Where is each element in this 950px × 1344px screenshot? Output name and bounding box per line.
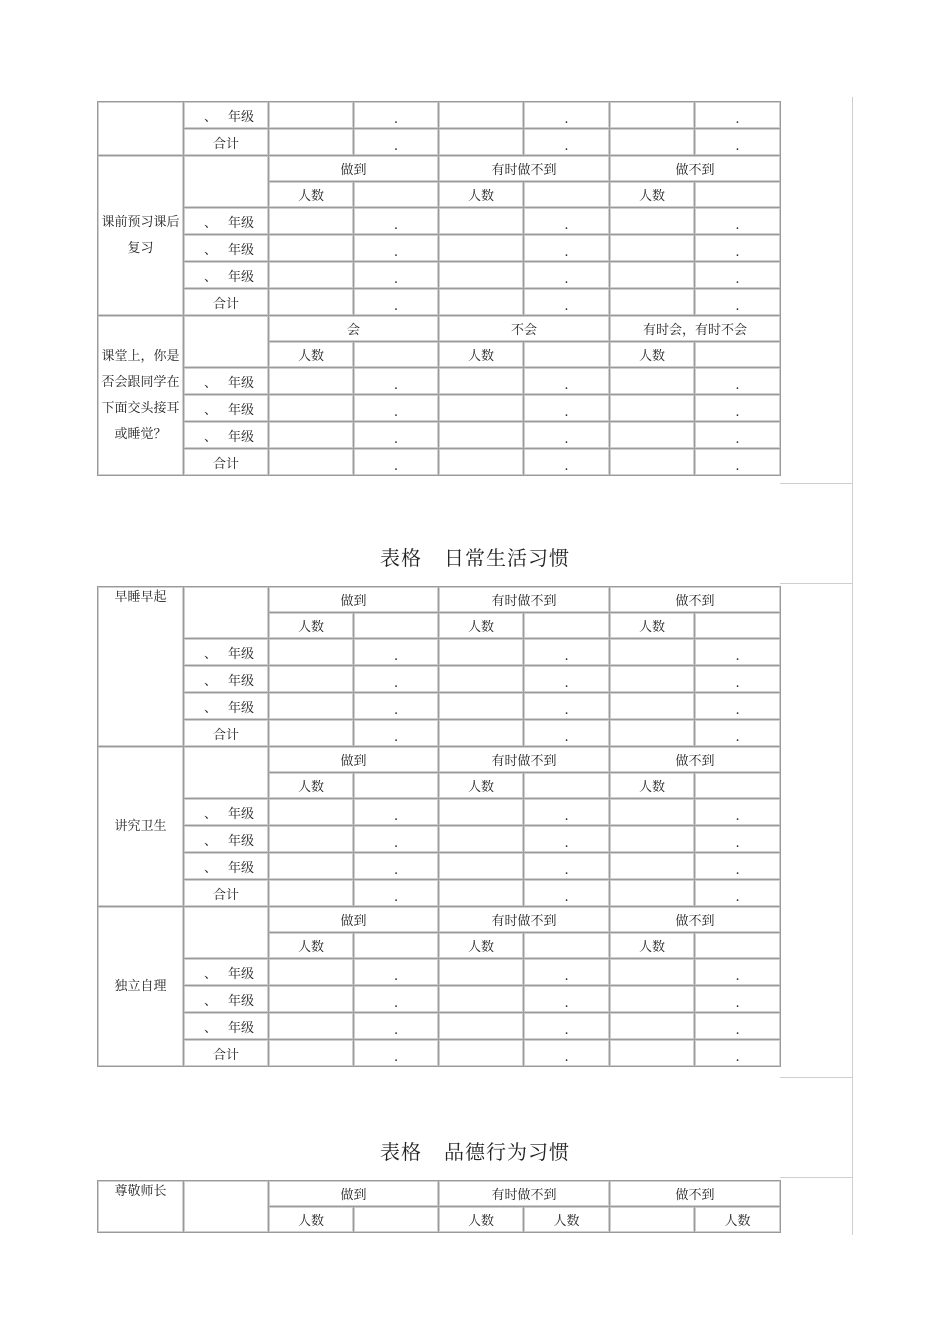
table-row bbox=[98, 102, 781, 129]
grade-label: 、 年级 bbox=[184, 368, 269, 395]
decimal-point: . bbox=[354, 1013, 439, 1040]
count-header: 人数 bbox=[439, 342, 524, 368]
table-row bbox=[98, 880, 781, 907]
grade-label: 、 年级 bbox=[184, 799, 269, 826]
table-row bbox=[98, 395, 781, 422]
decimal-point: . bbox=[354, 102, 439, 129]
option-header: 做到 bbox=[269, 156, 439, 182]
decimal-point: . bbox=[524, 449, 610, 476]
table-cell bbox=[269, 208, 354, 235]
grade-label: 、 年级 bbox=[184, 208, 269, 235]
option-header: 有时做不到 bbox=[439, 587, 610, 613]
table-row bbox=[98, 747, 781, 773]
decimal-point: . bbox=[354, 235, 439, 262]
table-cell bbox=[610, 826, 695, 853]
decimal-point: . bbox=[524, 262, 610, 289]
table-row bbox=[98, 720, 781, 747]
decimal-point: . bbox=[695, 1040, 781, 1067]
table-cell bbox=[184, 1181, 269, 1233]
grade-label: 、 年级 bbox=[184, 235, 269, 262]
table-cell bbox=[524, 773, 610, 799]
table-cell bbox=[695, 182, 781, 208]
table-cell bbox=[610, 720, 695, 747]
table-row bbox=[98, 235, 781, 262]
decimal-point: . bbox=[524, 986, 610, 1013]
table-cell bbox=[184, 907, 269, 959]
count-header: 人数 bbox=[269, 933, 354, 959]
table-cell bbox=[269, 1040, 354, 1067]
decimal-point: . bbox=[524, 235, 610, 262]
table-cell bbox=[439, 102, 524, 129]
decimal-point: . bbox=[524, 639, 610, 666]
table-cell bbox=[184, 747, 269, 799]
decimal-point: . bbox=[695, 693, 781, 720]
table-cell bbox=[610, 693, 695, 720]
option-header: 不会 bbox=[439, 316, 610, 342]
decimal-point: . bbox=[695, 880, 781, 907]
grade-label: 、 年级 bbox=[184, 639, 269, 666]
decimal-point: . bbox=[354, 368, 439, 395]
decimal-point: . bbox=[695, 666, 781, 693]
total-label: 合计 bbox=[184, 449, 269, 476]
decimal-point: . bbox=[524, 102, 610, 129]
table-cell bbox=[524, 933, 610, 959]
table-cell bbox=[354, 933, 439, 959]
table-cell bbox=[439, 693, 524, 720]
section-title: 表格 日常生活习惯 bbox=[380, 546, 570, 570]
table-cell bbox=[610, 395, 695, 422]
decimal-point: . bbox=[524, 720, 610, 747]
category-cell: 课前预习课后复习 bbox=[98, 156, 184, 316]
table-row bbox=[98, 422, 781, 449]
count-header: 人数 bbox=[439, 933, 524, 959]
table-cell bbox=[354, 773, 439, 799]
table-row bbox=[98, 262, 781, 289]
table-cell bbox=[610, 235, 695, 262]
table-row bbox=[98, 639, 781, 666]
category-cell: 课堂上，你是否会跟同学在下面交头接耳或睡觉？ bbox=[98, 316, 184, 476]
count-header: 人数 bbox=[524, 1207, 610, 1233]
table-cell bbox=[269, 449, 354, 476]
grade-label: 、 年级 bbox=[184, 1013, 269, 1040]
decimal-point: . bbox=[354, 799, 439, 826]
decimal-point: . bbox=[695, 853, 781, 880]
decimal-point: . bbox=[354, 826, 439, 853]
table-cell bbox=[439, 1013, 524, 1040]
table-cell bbox=[439, 880, 524, 907]
decimal-point: . bbox=[524, 129, 610, 156]
section-title: 表格 品德行为习惯 bbox=[380, 1140, 570, 1164]
page-edge-line bbox=[780, 483, 853, 484]
decimal-point: . bbox=[524, 880, 610, 907]
decimal-point: . bbox=[354, 208, 439, 235]
decimal-point: . bbox=[524, 1040, 610, 1067]
table-cell bbox=[269, 368, 354, 395]
decimal-point: . bbox=[695, 1013, 781, 1040]
decimal-point: . bbox=[695, 395, 781, 422]
page-edge-line bbox=[780, 1077, 853, 1078]
table-row bbox=[98, 449, 781, 476]
option-header: 有时做不到 bbox=[439, 907, 610, 933]
total-label: 合计 bbox=[184, 720, 269, 747]
category-cell: 独立自理 bbox=[98, 907, 184, 1067]
table-cell bbox=[610, 1207, 695, 1233]
table-cell bbox=[269, 1013, 354, 1040]
table-cell bbox=[439, 368, 524, 395]
table-cell bbox=[184, 316, 269, 368]
category-cell bbox=[98, 102, 184, 156]
table-cell bbox=[439, 235, 524, 262]
decimal-point: . bbox=[524, 422, 610, 449]
category-cell: 早睡早起 bbox=[98, 587, 184, 747]
category-cell: 尊敬师长 bbox=[98, 1181, 184, 1233]
page-edge-line bbox=[852, 97, 853, 1235]
table-cell bbox=[269, 639, 354, 666]
option-header: 有时做不到 bbox=[439, 156, 610, 182]
table-cell bbox=[439, 449, 524, 476]
decimal-point: . bbox=[354, 129, 439, 156]
table-cell bbox=[610, 853, 695, 880]
option-header: 做不到 bbox=[610, 747, 781, 773]
table-row bbox=[98, 1040, 781, 1067]
table-cell bbox=[524, 613, 610, 639]
decimal-point: . bbox=[354, 880, 439, 907]
table-cell bbox=[269, 235, 354, 262]
table-cell bbox=[439, 799, 524, 826]
table-cell bbox=[439, 986, 524, 1013]
table-cell bbox=[269, 799, 354, 826]
option-header: 有时做不到 bbox=[439, 1181, 610, 1207]
count-header: 人数 bbox=[610, 613, 695, 639]
table-cell bbox=[269, 693, 354, 720]
table-cell bbox=[610, 666, 695, 693]
table-cell bbox=[439, 129, 524, 156]
table-cell bbox=[610, 1040, 695, 1067]
table-cell bbox=[610, 422, 695, 449]
decimal-point: . bbox=[695, 368, 781, 395]
table-row bbox=[98, 826, 781, 853]
decimal-point: . bbox=[524, 1013, 610, 1040]
table-row bbox=[98, 289, 781, 316]
table-cell bbox=[695, 342, 781, 368]
count-header: 人数 bbox=[610, 182, 695, 208]
count-header: 人数 bbox=[610, 773, 695, 799]
table-row bbox=[98, 853, 781, 880]
count-header: 人数 bbox=[610, 342, 695, 368]
decimal-point: . bbox=[354, 959, 439, 986]
table-cell bbox=[610, 799, 695, 826]
decimal-point: . bbox=[524, 666, 610, 693]
table-row bbox=[98, 799, 781, 826]
table-cell bbox=[269, 826, 354, 853]
count-header: 人数 bbox=[439, 1207, 524, 1233]
decimal-point: . bbox=[695, 262, 781, 289]
table-row bbox=[98, 129, 781, 156]
decimal-point: . bbox=[354, 1040, 439, 1067]
option-header: 做不到 bbox=[610, 587, 781, 613]
table-cell bbox=[269, 720, 354, 747]
decimal-point: . bbox=[524, 395, 610, 422]
total-label: 合计 bbox=[184, 289, 269, 316]
table-cell bbox=[439, 395, 524, 422]
page-edge-line bbox=[780, 1177, 853, 1178]
decimal-point: . bbox=[524, 368, 610, 395]
table-cell bbox=[610, 880, 695, 907]
table-cell bbox=[610, 208, 695, 235]
table-row bbox=[98, 316, 781, 342]
decimal-point: . bbox=[354, 289, 439, 316]
table-cell bbox=[610, 102, 695, 129]
decimal-point: . bbox=[524, 208, 610, 235]
count-header: 人数 bbox=[269, 342, 354, 368]
decimal-point: . bbox=[354, 395, 439, 422]
decimal-point: . bbox=[695, 129, 781, 156]
decimal-point: . bbox=[695, 422, 781, 449]
total-label: 合计 bbox=[184, 880, 269, 907]
moral-habits-table bbox=[97, 1180, 781, 1233]
table-row bbox=[98, 1013, 781, 1040]
decimal-point: . bbox=[695, 235, 781, 262]
decimal-point: . bbox=[695, 639, 781, 666]
grade-label: 、 年级 bbox=[184, 693, 269, 720]
decimal-point: . bbox=[354, 666, 439, 693]
decimal-point: . bbox=[354, 693, 439, 720]
table-cell bbox=[269, 422, 354, 449]
decimal-point: . bbox=[354, 422, 439, 449]
table-cell bbox=[354, 182, 439, 208]
decimal-point: . bbox=[695, 449, 781, 476]
table-cell bbox=[610, 262, 695, 289]
table-cell bbox=[524, 182, 610, 208]
option-header: 做到 bbox=[269, 587, 439, 613]
table-cell bbox=[269, 853, 354, 880]
table-row bbox=[98, 959, 781, 986]
option-header: 做到 bbox=[269, 747, 439, 773]
table-cell bbox=[269, 129, 354, 156]
decimal-point: . bbox=[695, 826, 781, 853]
table-cell bbox=[439, 959, 524, 986]
decimal-point: . bbox=[354, 639, 439, 666]
table-cell bbox=[439, 289, 524, 316]
table-cell bbox=[439, 639, 524, 666]
table-cell bbox=[695, 613, 781, 639]
grade-label: 、 年级 bbox=[184, 853, 269, 880]
total-label: 合计 bbox=[184, 1040, 269, 1067]
decimal-point: . bbox=[524, 826, 610, 853]
table-cell bbox=[269, 666, 354, 693]
decimal-point: . bbox=[524, 799, 610, 826]
grade-label: 、 年级 bbox=[184, 666, 269, 693]
table-cell bbox=[354, 1207, 439, 1233]
table-row bbox=[98, 587, 781, 613]
grade-label: 、 年级 bbox=[184, 826, 269, 853]
table-cell bbox=[610, 289, 695, 316]
table-row bbox=[98, 1181, 781, 1207]
table-cell bbox=[269, 395, 354, 422]
table-cell bbox=[269, 102, 354, 129]
table-cell bbox=[610, 959, 695, 986]
option-header: 做不到 bbox=[610, 907, 781, 933]
count-header: 人数 bbox=[269, 773, 354, 799]
decimal-point: . bbox=[524, 289, 610, 316]
table-cell bbox=[184, 156, 269, 208]
table-row bbox=[98, 986, 781, 1013]
table-cell bbox=[439, 666, 524, 693]
table-row bbox=[98, 368, 781, 395]
count-header: 人数 bbox=[269, 1207, 354, 1233]
decimal-point: . bbox=[524, 693, 610, 720]
daily-habits-table bbox=[97, 586, 781, 1067]
count-header: 人数 bbox=[610, 933, 695, 959]
table-cell bbox=[439, 208, 524, 235]
table-cell bbox=[439, 262, 524, 289]
grade-label: 、 年级 bbox=[184, 102, 269, 129]
table-cell bbox=[269, 289, 354, 316]
count-header: 人数 bbox=[439, 182, 524, 208]
option-header: 做不到 bbox=[610, 1181, 781, 1207]
table-cell bbox=[269, 262, 354, 289]
table-cell bbox=[610, 129, 695, 156]
table-cell bbox=[269, 959, 354, 986]
table-cell bbox=[354, 613, 439, 639]
table-cell bbox=[610, 449, 695, 476]
table-row bbox=[98, 208, 781, 235]
decimal-point: . bbox=[695, 799, 781, 826]
decimal-point: . bbox=[695, 208, 781, 235]
table-cell bbox=[695, 933, 781, 959]
option-header: 会 bbox=[269, 316, 439, 342]
table-row bbox=[98, 156, 781, 182]
table-cell bbox=[184, 587, 269, 639]
total-label: 合计 bbox=[184, 129, 269, 156]
decimal-point: . bbox=[695, 720, 781, 747]
table-cell bbox=[695, 773, 781, 799]
decimal-point: . bbox=[354, 262, 439, 289]
decimal-point: . bbox=[524, 853, 610, 880]
grade-label: 、 年级 bbox=[184, 959, 269, 986]
table-cell bbox=[610, 986, 695, 1013]
count-header: 人数 bbox=[439, 773, 524, 799]
grade-label: 、 年级 bbox=[184, 395, 269, 422]
table-cell bbox=[439, 1040, 524, 1067]
option-header: 做不到 bbox=[610, 156, 781, 182]
option-header: 做到 bbox=[269, 907, 439, 933]
grade-label: 、 年级 bbox=[184, 262, 269, 289]
table-cell bbox=[269, 986, 354, 1013]
page-edge-line bbox=[780, 583, 853, 584]
option-header: 有时做不到 bbox=[439, 747, 610, 773]
table-cell bbox=[439, 826, 524, 853]
decimal-point: . bbox=[524, 959, 610, 986]
table-cell bbox=[610, 368, 695, 395]
table-row bbox=[98, 907, 781, 933]
decimal-point: . bbox=[695, 959, 781, 986]
grade-label: 、 年级 bbox=[184, 986, 269, 1013]
grade-label: 、 年级 bbox=[184, 422, 269, 449]
decimal-point: . bbox=[354, 853, 439, 880]
option-header: 做到 bbox=[269, 1181, 439, 1207]
table-row bbox=[98, 666, 781, 693]
table-row bbox=[98, 693, 781, 720]
decimal-point: . bbox=[695, 986, 781, 1013]
option-header: 有时会，有时不会 bbox=[610, 316, 781, 342]
table-cell bbox=[610, 639, 695, 666]
table-cell bbox=[269, 880, 354, 907]
table-cell bbox=[439, 422, 524, 449]
decimal-point: . bbox=[354, 986, 439, 1013]
decimal-point: . bbox=[695, 102, 781, 129]
table-cell bbox=[610, 1013, 695, 1040]
table-cell bbox=[439, 720, 524, 747]
count-header: 人数 bbox=[269, 182, 354, 208]
table-cell bbox=[354, 342, 439, 368]
decimal-point: . bbox=[354, 449, 439, 476]
decimal-point: . bbox=[695, 289, 781, 316]
count-header: 人数 bbox=[269, 613, 354, 639]
count-header: 人数 bbox=[695, 1207, 781, 1233]
table-cell bbox=[524, 342, 610, 368]
category-cell: 讲究卫生 bbox=[98, 747, 184, 907]
study-habits-table bbox=[97, 101, 781, 476]
table-cell bbox=[439, 853, 524, 880]
count-header: 人数 bbox=[439, 613, 524, 639]
decimal-point: . bbox=[354, 720, 439, 747]
